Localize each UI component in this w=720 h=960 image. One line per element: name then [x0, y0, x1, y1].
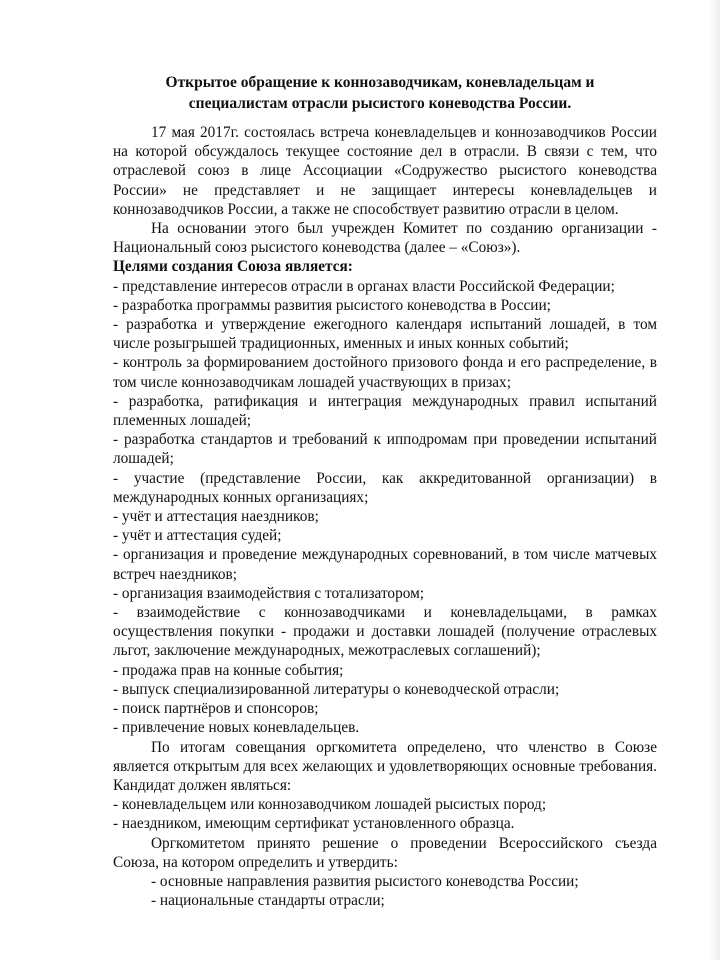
requirement-item: - наездником, имеющим сертификат установленного образца.: [113, 815, 515, 833]
goal-item: - организация взаимодействия с тотализатором;: [113, 584, 425, 602]
paragraph-committee: На основании этого был учрежден Комитет по созданию организации - Национальный союз рысистого коневодства (далее – «Союз»).: [113, 220, 657, 257]
paragraph-congress: Оргкомитетом принято решение о проведении Всероссийского съезда Союза, на котором определить и утвердить:: [113, 834, 657, 871]
goal-item: - организация и проведение международных соревнований, в том числе матчевых встреч наездников;: [113, 546, 657, 583]
goal-item: - учёт и аттестация наездников;: [113, 508, 319, 526]
goal-item: - поиск партнёров и спонсоров;: [113, 700, 319, 718]
goal-item: - представление интересов отрасли в органах власти Российской Федерации;: [113, 277, 615, 295]
title-line-2: специалистам отрасли рысистого коневодства России.: [188, 95, 572, 112]
goal-item: - участие (представление России, как аккредитованной организации) в международных конных организациях;: [113, 469, 657, 506]
paragraph-meeting: 17 мая 2017г. состоялась встреча коневладельцев и коннозаводчиков России на которой обсуждалось текущее состояние дел в отрасли. В связи с тем, что отраслевой союз в лице Ассоциации «Содружество рысистого коневодства России» не представляет и не защищает интересы коневладельцев и коннозаводчиков России, а также не способствует развитию отрасли в целом.: [113, 124, 657, 218]
document-title: [100, 72, 660, 114]
goal-item: - взаимодействие с коннозаводчиками и коневладельцами, в рамках осуществления покупки - продажи и доставки лошадей (получение отраслевых льгот, заключение международных, межотраслевых соглашений);: [113, 604, 657, 660]
goal-item: - привлечение новых коневладельцев.: [113, 719, 360, 737]
goal-item: - контроль за формированием достойного призового фонда и его распределение, в том числе коннозаводчикам лошадей участвующих в призах;: [113, 354, 657, 391]
goals-heading: Целями создания Союза является:: [113, 258, 353, 276]
congress-item: - национальные стандарты отрасли;: [151, 892, 385, 910]
goal-item: - выпуск специализированной литературы о коневодческой отрасли;: [113, 680, 560, 698]
goal-item: - учёт и аттестация судей;: [113, 527, 282, 545]
goal-item: - разработка программы развития рысистого коневодства в России;: [113, 296, 551, 314]
congress-item: - основные направления развития рысистого коневодства России;: [151, 872, 579, 890]
requirement-item: - коневладельцем или коннозаводчиком лошадей рысистых пород;: [113, 796, 547, 814]
document-body: [113, 123, 657, 910]
goal-item: - разработка, ратификация и интеграция международных правил испытаний племенных лошадей;: [113, 392, 657, 430]
goal-item: - разработка и утверждение ежегодного календаря испытаний лошадей, в том числе розыгрышей традиционных, именных и иных конных событий;: [113, 316, 657, 353]
goal-item: - продажа прав на конные события;: [113, 661, 344, 679]
paragraph-membership: По итогам совещания оргкомитета определено, что членство в Союзе является открытым для всех желающих и удовлетворяющих основные требования. Кандидат должен являться:: [113, 738, 657, 794]
goal-item: - разработка стандартов и требований к ипподромам при проведении испытаний лошадей;: [113, 431, 657, 468]
page-edge-shadow: [710, 0, 720, 960]
title-line-1: Открытое обращение к коннозаводчикам, коневладельцам и: [165, 74, 595, 91]
